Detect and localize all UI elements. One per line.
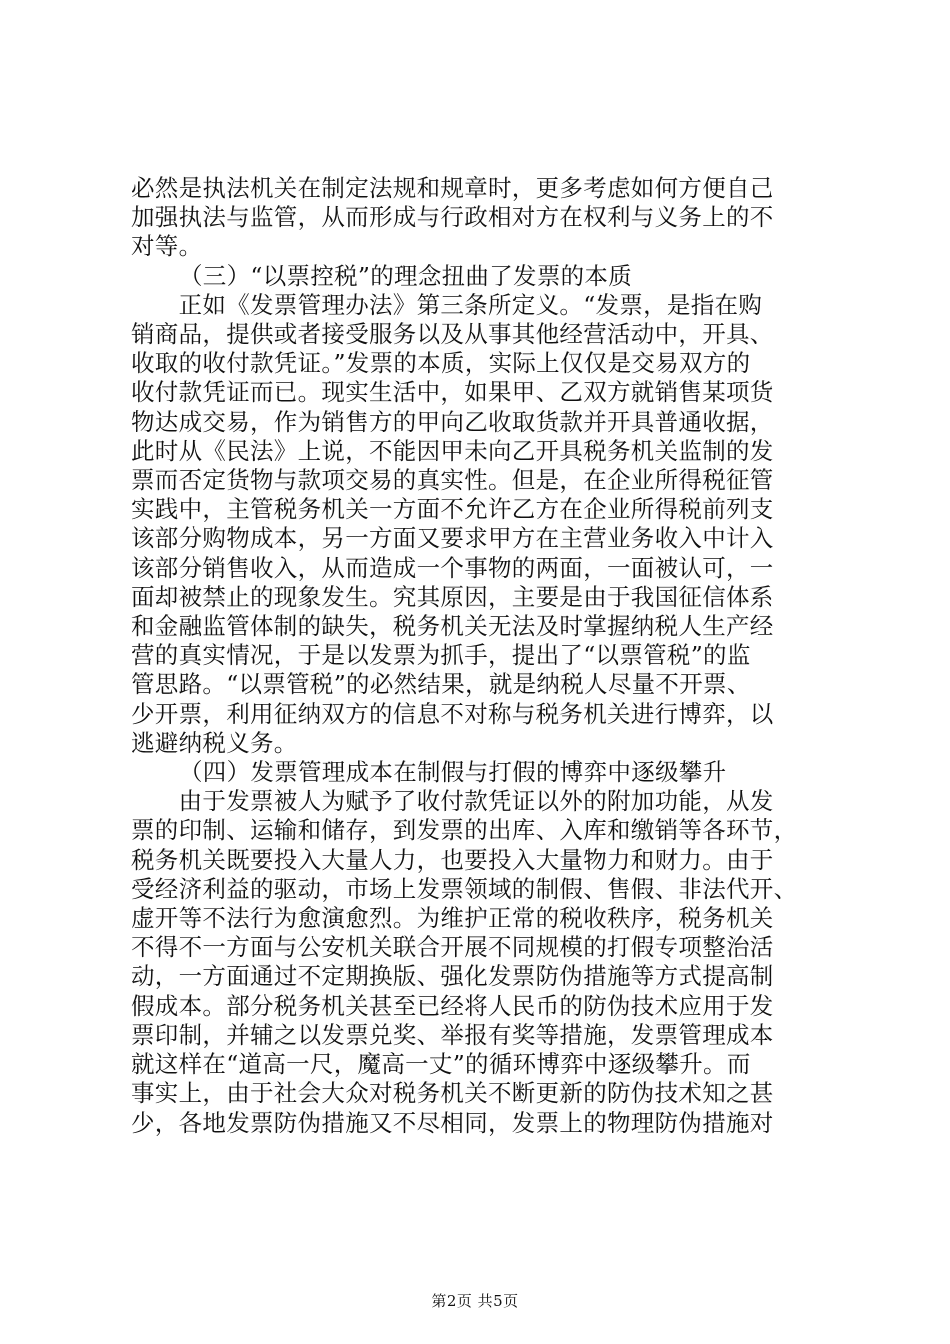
text-line: 该部分购物成本，另一方面又要求甲方在主营业务收入中计入 <box>131 524 774 553</box>
page-number-footer: 第2页 共5页 <box>431 1292 519 1310</box>
document-body <box>131 174 831 1138</box>
text-line: 实践中，主管税务机关一方面不允许乙方在企业所得税前列支 <box>131 495 774 524</box>
text-line: 票印制，并辅之以发票兑奖、举报有奖等措施，发票管理成本 <box>131 1020 774 1049</box>
text-line: 票的印制、运输和储存，到发票的出库、入库和缴销等各环节， <box>131 816 798 845</box>
text-line: 该部分销售收入，从而造成一个事物的两面，一面被认可，一 <box>131 553 774 582</box>
text-line: 税务机关既要投入大量人力，也要投入大量物力和财力。由于 <box>131 845 774 874</box>
text-line: 由于发票被人为赋予了收付款凭证以外的附加功能，从发 <box>131 787 774 816</box>
text-line: 营的真实情况，于是以发票为抓手，提出了“以票管税”的监 <box>131 641 751 670</box>
text-line: 管思路。“以票管税”的必然结果，就是纳税人尽量不开票、 <box>131 670 751 699</box>
text-line: 票而否定货物与款项交易的真实性。但是，在企业所得税征管 <box>131 466 774 495</box>
paragraph-section-four <box>131 787 831 1137</box>
section-heading-three <box>131 262 831 291</box>
section-heading-four <box>131 758 831 787</box>
text-line: 虚开等不法行为愈演愈烈。为维护正常的税收秩序，税务机关 <box>131 904 774 933</box>
text-line: 此时从《民法》上说，不能因甲未向乙开具税务机关监制的发 <box>131 436 774 465</box>
text-line: 正如《发票管理办法》第三条所定义。“发票，是指在购 <box>131 290 763 319</box>
paragraph-continuation <box>131 174 831 262</box>
text-line: 必然是执法机关在制定法规和规章时，更多考虑如何方便自己 <box>131 174 774 202</box>
paragraph-section-three <box>131 291 831 758</box>
text-line: 加强执法与监管，从而形成与行政相对方在权利与义务上的不 <box>131 203 774 232</box>
text-line: 不得不一方面与公安机关联合开展不同规模的打假专项整治活 <box>131 933 774 962</box>
text-line: 少，各地发票防伪措施又不尽相同，发票上的物理防伪措施对 <box>131 1108 774 1137</box>
text-line: 受经济利益的驱动，市场上发票领域的制假、售假、非法代开、 <box>131 874 798 903</box>
heading-text: （三）“以票控税”的理念扭曲了发票的本质 <box>179 261 633 290</box>
text-line: 销商品，提供或者接受服务以及从事其他经营活动中，开具、 <box>131 320 774 349</box>
text-line: 假成本。部分税务机关甚至已经将人民币的防伪技术应用于发 <box>131 991 774 1020</box>
heading-text: （四）发票管理成本在制假与打假的博弈中逐级攀升 <box>179 758 727 787</box>
text-line: 物达成交易，作为销售方的甲向乙收取货款并开具普通收据， <box>131 407 774 436</box>
text-line: 就这样在“道高一尺，魔高一丈”的循环博弈中逐级攀升。而 <box>131 1050 751 1079</box>
text-line: 事实上，由于社会大众对税务机关不断更新的防伪技术知之甚 <box>131 1079 774 1108</box>
text-line: 和金融监管体制的缺失，税务机关无法及时掌握纳税人生产经 <box>131 612 774 641</box>
text-line: 动，一方面通过不定期换版、强化发票防伪措施等方式提高制 <box>131 962 774 991</box>
text-line: 收付款凭证而已。现实生活中，如果甲、乙双方就销售某项货 <box>131 378 774 407</box>
text-line: 少开票，利用征纳双方的信息不对称与税务机关进行博弈，以 <box>131 699 774 728</box>
text-line: 收取的收付款凭证。”发票的本质，实际上仅仅是交易双方的 <box>131 349 751 378</box>
text-line: 逃避纳税义务。 <box>131 728 298 757</box>
text-line: 面却被禁止的现象发生。究其原因，主要是由于我国征信体系 <box>131 582 774 611</box>
text-line: 对等。 <box>131 232 203 261</box>
